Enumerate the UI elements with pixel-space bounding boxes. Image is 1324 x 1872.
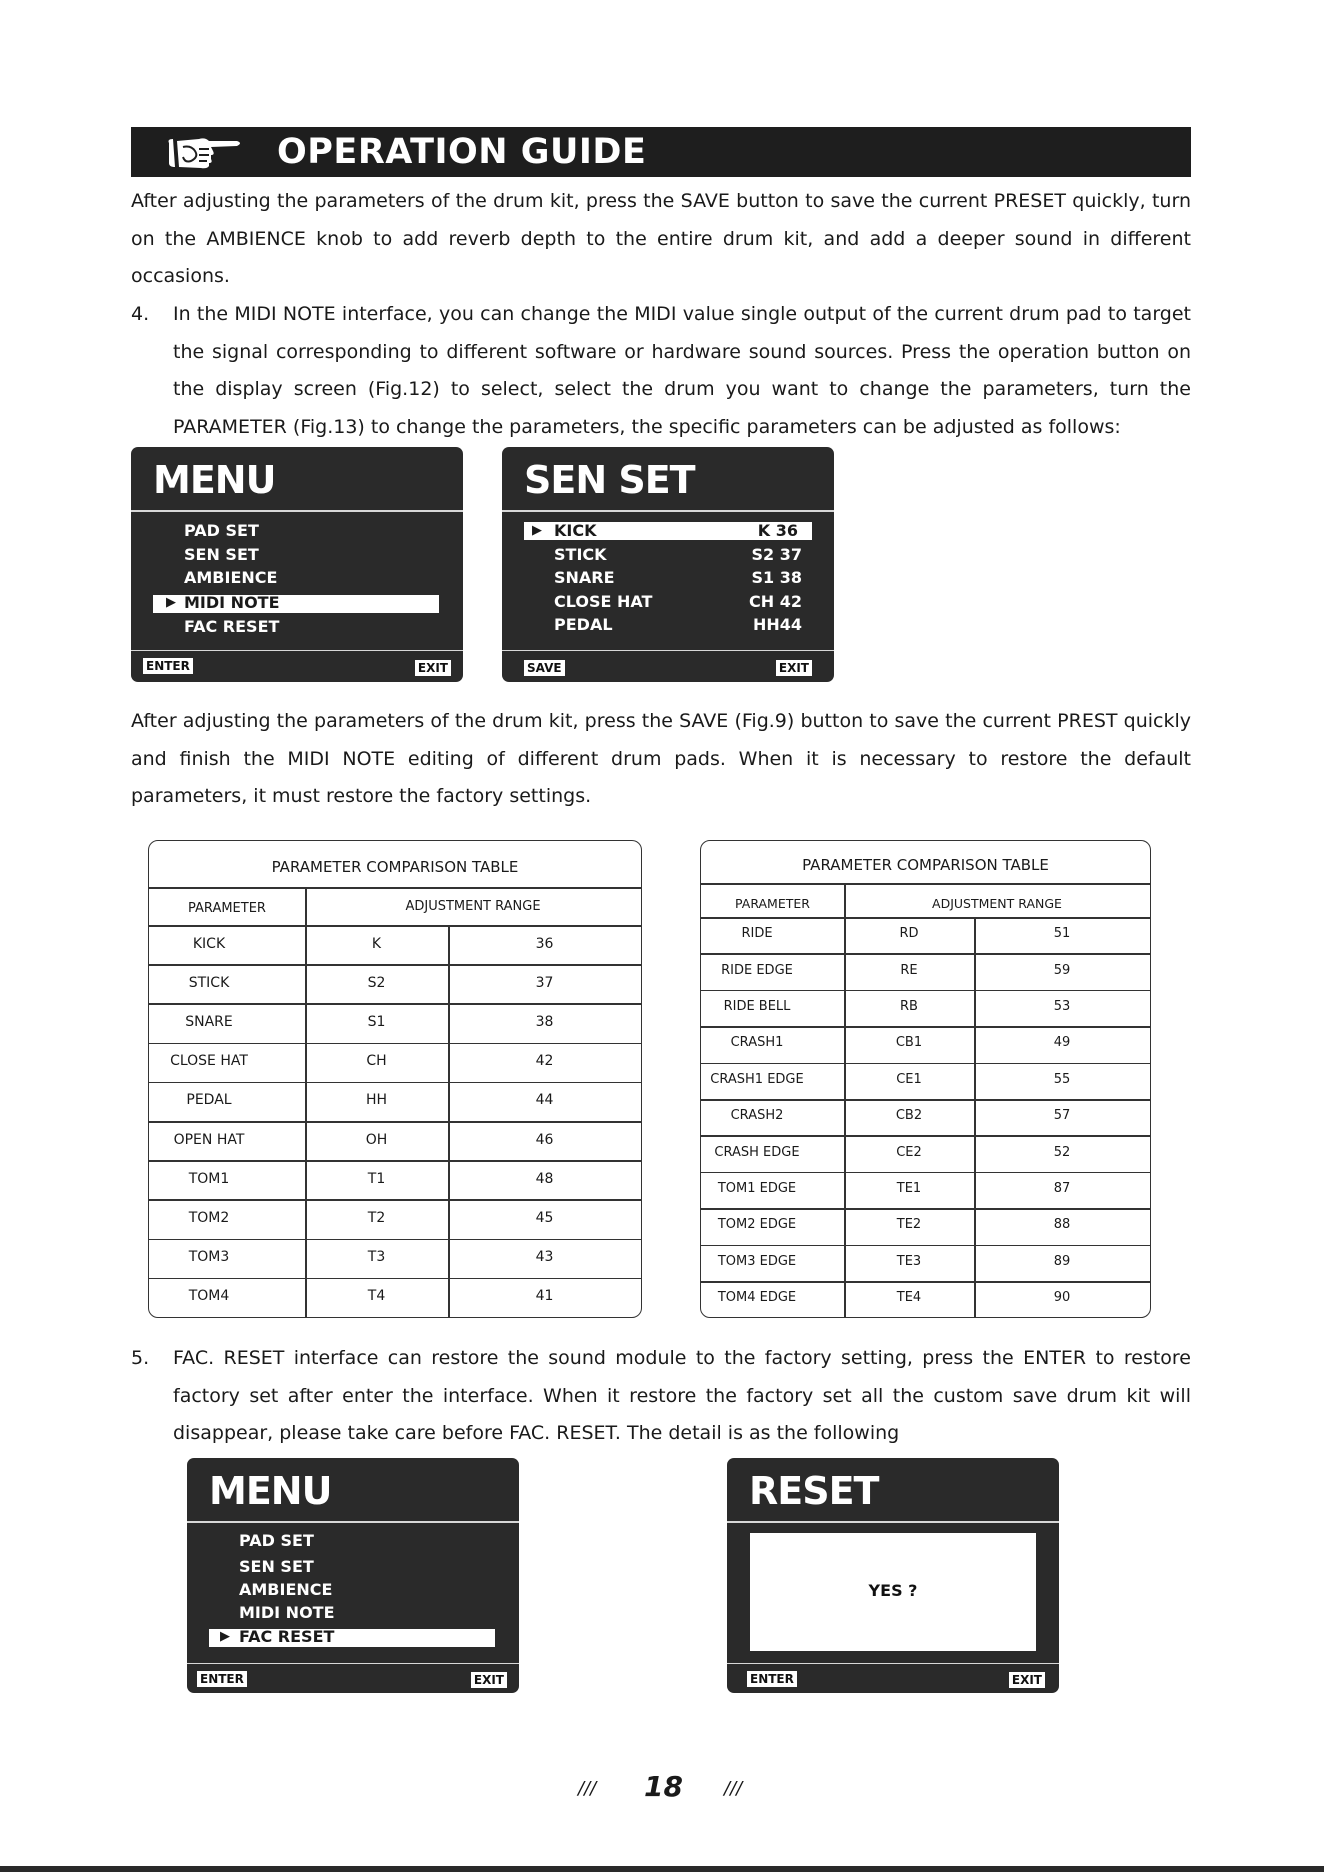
param-name-cell: TOM1 (188, 1170, 230, 1187)
param-name-cell: TOM2 (188, 1210, 230, 1226)
param-value-cell: 57 (1053, 1108, 1071, 1124)
divider (502, 510, 834, 512)
menu-item-selected: FAC RESET (239, 1627, 335, 1646)
screen-title: SEN SET (524, 458, 695, 502)
column-header-parameter: PARAMETER (735, 896, 810, 911)
step-number: 5. (131, 1347, 150, 1369)
param-value: S1 38 (751, 568, 802, 587)
selection-arrow-icon: ▶ (532, 523, 542, 538)
param-value: HH44 (752, 615, 802, 634)
page-title: OPERATION GUIDE (277, 132, 647, 172)
param-value-cell: 42 (535, 1053, 554, 1070)
screen-title: MENU (153, 458, 276, 502)
param-value: S2 37 (751, 545, 802, 564)
footer-mark-right: /// (724, 1778, 743, 1799)
menu-item: AMBIENCE (184, 568, 278, 587)
param-name-cell: TOM3 (188, 1249, 230, 1266)
footer-mark-left: /// (578, 1778, 597, 1799)
param-code-cell: K (371, 935, 382, 952)
parameter-table-left (148, 840, 642, 1318)
row-divider (149, 1239, 641, 1241)
param-code-cell: S1 (367, 1014, 386, 1030)
param-name: STICK (554, 545, 607, 564)
param-code-cell: RB (900, 999, 918, 1014)
column-header-parameter: PARAMETER (188, 901, 266, 916)
param-name-cell: TOM2 EDGE (717, 1217, 797, 1233)
exit-softkey: EXIT (776, 660, 812, 676)
row-divider (701, 990, 1150, 992)
param-value-cell: 90 (1053, 1290, 1071, 1306)
param-name-cell: CRASH1 EDGE (710, 1071, 804, 1087)
divider (131, 510, 463, 512)
param-name: SNARE (554, 568, 615, 587)
menu-item: FAC RESET (184, 617, 280, 636)
param-name-cell: CRASH2 (730, 1108, 784, 1124)
param-value-selected: K 36 (757, 521, 798, 540)
row-divider (149, 1082, 641, 1084)
param-value-cell: 87 (1053, 1181, 1071, 1196)
enter-softkey: ENTER (747, 1671, 797, 1687)
param-code-cell: TE1 (896, 1181, 922, 1196)
row-divider (701, 1135, 1150, 1137)
param-value-cell: 89 (1053, 1253, 1071, 1269)
param-code-cell: T4 (367, 1288, 386, 1305)
param-code-cell: OH (365, 1131, 388, 1148)
pointing-hand-icon (165, 133, 245, 173)
parameter-table-right (700, 840, 1151, 1318)
param-name-cell: SNARE (185, 1014, 233, 1030)
table-caption: PARAMETER COMPARISON TABLE (802, 856, 1049, 874)
param-value-cell: 53 (1053, 999, 1071, 1014)
param-value-cell: 48 (535, 1170, 554, 1187)
enter-softkey: ENTER (143, 658, 193, 674)
param-value-cell: 45 (535, 1210, 554, 1226)
param-code-cell: CB2 (895, 1108, 923, 1124)
reset-screen (727, 1458, 1059, 1693)
param-code-cell: T3 (367, 1249, 386, 1266)
intro-paragraph: After adjusting the parameters of the drum kit, press the SAVE button to save the current PRESET quickly, turn on the AMBIENCE knob to add reverb depth to the entire drum kit, and add a deeper sound in different occasions. (131, 190, 1191, 287)
param-code-cell: RE (900, 962, 918, 978)
param-value-cell: 49 (1053, 1035, 1071, 1051)
menu-item: PAD SET (184, 521, 259, 540)
row-divider (701, 1172, 1150, 1174)
param-name-cell: STICK (188, 974, 230, 991)
param-value-cell: 46 (535, 1131, 554, 1148)
row-divider (701, 1208, 1150, 1210)
param-value-cell: 41 (535, 1288, 554, 1305)
param-name-cell: CRASH1 (730, 1035, 784, 1051)
param-value-cell: 88 (1053, 1217, 1071, 1233)
param-name-cell: TOM1 EDGE (717, 1181, 797, 1196)
param-value: CH 42 (749, 592, 802, 611)
param-code-cell: CB1 (895, 1035, 923, 1051)
param-value-cell: 52 (1053, 1144, 1071, 1160)
param-name-cell: KICK (192, 935, 226, 952)
param-name-cell: RIDE BELL (723, 999, 791, 1014)
divider (502, 650, 834, 651)
menu-item: SEN SET (184, 545, 259, 564)
step-number: 4. (131, 303, 150, 325)
param-name-cell: TOM3 EDGE (717, 1253, 797, 1269)
param-name-cell: OPEN HAT (173, 1131, 245, 1148)
param-value-cell: 55 (1053, 1071, 1071, 1087)
exit-softkey: EXIT (471, 1672, 507, 1688)
divider (727, 1663, 1059, 1664)
param-name-selected: KICK (554, 521, 597, 540)
param-code-cell: S2 (367, 974, 386, 991)
param-value-cell: 36 (535, 935, 554, 952)
param-name-cell: PEDAL (186, 1092, 232, 1109)
param-code-cell: CE1 (896, 1071, 922, 1087)
param-name-cell: TOM4 (188, 1288, 230, 1305)
row-divider (149, 1043, 641, 1045)
param-name-cell: CRASH EDGE (714, 1144, 800, 1160)
column-header-range: ADJUSTMENT RANGE (405, 899, 541, 914)
row-divider (701, 1245, 1150, 1247)
param-name-cell: RIDE EDGE (721, 962, 793, 978)
divider (187, 1663, 519, 1664)
row-divider (701, 1099, 1150, 1101)
screen-title: RESET (749, 1469, 879, 1513)
param-value-cell: 44 (535, 1092, 554, 1109)
menu-item-selected: MIDI NOTE (184, 593, 280, 612)
row-divider (149, 1003, 641, 1005)
divider (187, 1521, 519, 1523)
menu-screen-fac-reset (187, 1458, 519, 1693)
param-code-cell: TE3 (896, 1253, 922, 1269)
param-code-cell: CH (366, 1053, 387, 1070)
exit-softkey: EXIT (1009, 1672, 1045, 1688)
divider (131, 650, 463, 651)
column-header-range: ADJUSTMENT RANGE (932, 896, 1062, 911)
param-code-cell: T2 (367, 1210, 386, 1226)
param-value-cell: 59 (1053, 962, 1071, 978)
row-divider (701, 1063, 1150, 1065)
param-code-cell: T1 (367, 1170, 386, 1187)
selection-arrow-icon: ▶ (166, 595, 176, 610)
param-value-cell: 37 (535, 974, 554, 991)
row-divider (701, 1281, 1150, 1283)
step-4-text: In the MIDI NOTE interface, you can change the MIDI value single output of the current drum pad to target the signal corresponding to different software or hardware sound sources. Press the operation button on the display screen (Fig.12) to select, select the drum you want to change the parameters, turn the PARAMETER (Fig.13) to change the parameters, the specific parameters can be adjusted as follows: (173, 303, 1191, 438)
param-name-cell: TOM4 EDGE (717, 1290, 797, 1306)
divider (727, 1521, 1059, 1523)
row-divider (149, 964, 641, 966)
confirm-prompt: YES ? (868, 1581, 918, 1600)
menu-item: AMBIENCE (239, 1580, 333, 1599)
param-name: CLOSE HAT (554, 592, 653, 611)
param-code-cell: RD (899, 926, 919, 942)
menu-item: MIDI NOTE (239, 1603, 335, 1622)
page-number: 18 (644, 1770, 683, 1803)
menu-screen (131, 447, 463, 682)
param-name-cell: CLOSE HAT (170, 1053, 248, 1070)
row-divider (701, 1026, 1150, 1028)
save-softkey: SAVE (524, 660, 565, 676)
param-name: PEDAL (554, 615, 613, 634)
after-paragraph: After adjusting the parameters of the drum kit, press the SAVE (Fig.9) button to save the current PREST quickly and finish the MIDI NOTE editing of different drum pads. When it is necessary to restore the default parameters, it must restore the factory settings. (131, 710, 1191, 807)
row-divider (149, 1160, 641, 1162)
enter-softkey: ENTER (197, 1671, 247, 1687)
confirm-box (750, 1533, 1036, 1651)
param-code-cell: TE4 (896, 1290, 922, 1306)
step-5-text: FAC. RESET interface can restore the sound module to the factory setting, press the ENTER to restore factory set after enter the interface. When it restore the factory set all the custom save drum kit will disappear, please take care before FAC. RESET. The detail is as the following (173, 1347, 1191, 1444)
row-divider (701, 953, 1150, 955)
param-code-cell: TE2 (896, 1217, 922, 1233)
param-code-cell: HH (365, 1092, 388, 1109)
screen-title: MENU (209, 1469, 332, 1513)
param-value-cell: 51 (1053, 926, 1071, 942)
menu-item: PAD SET (239, 1531, 314, 1550)
row-divider (149, 1278, 641, 1280)
row-divider (149, 1199, 641, 1201)
sen-set-screen (502, 447, 834, 682)
param-value-cell: 43 (535, 1249, 554, 1266)
param-value-cell: 38 (535, 1014, 554, 1030)
menu-item: SEN SET (239, 1557, 314, 1576)
table-caption: PARAMETER COMPARISON TABLE (271, 858, 519, 876)
bottom-rule (0, 1866, 1324, 1872)
operation-guide-banner (131, 127, 1191, 177)
row-divider (149, 1121, 641, 1123)
exit-softkey: EXIT (415, 660, 451, 676)
selection-arrow-icon: ▶ (220, 1629, 230, 1644)
param-code-cell: CE2 (896, 1144, 922, 1160)
param-name-cell: RIDE (741, 926, 773, 942)
